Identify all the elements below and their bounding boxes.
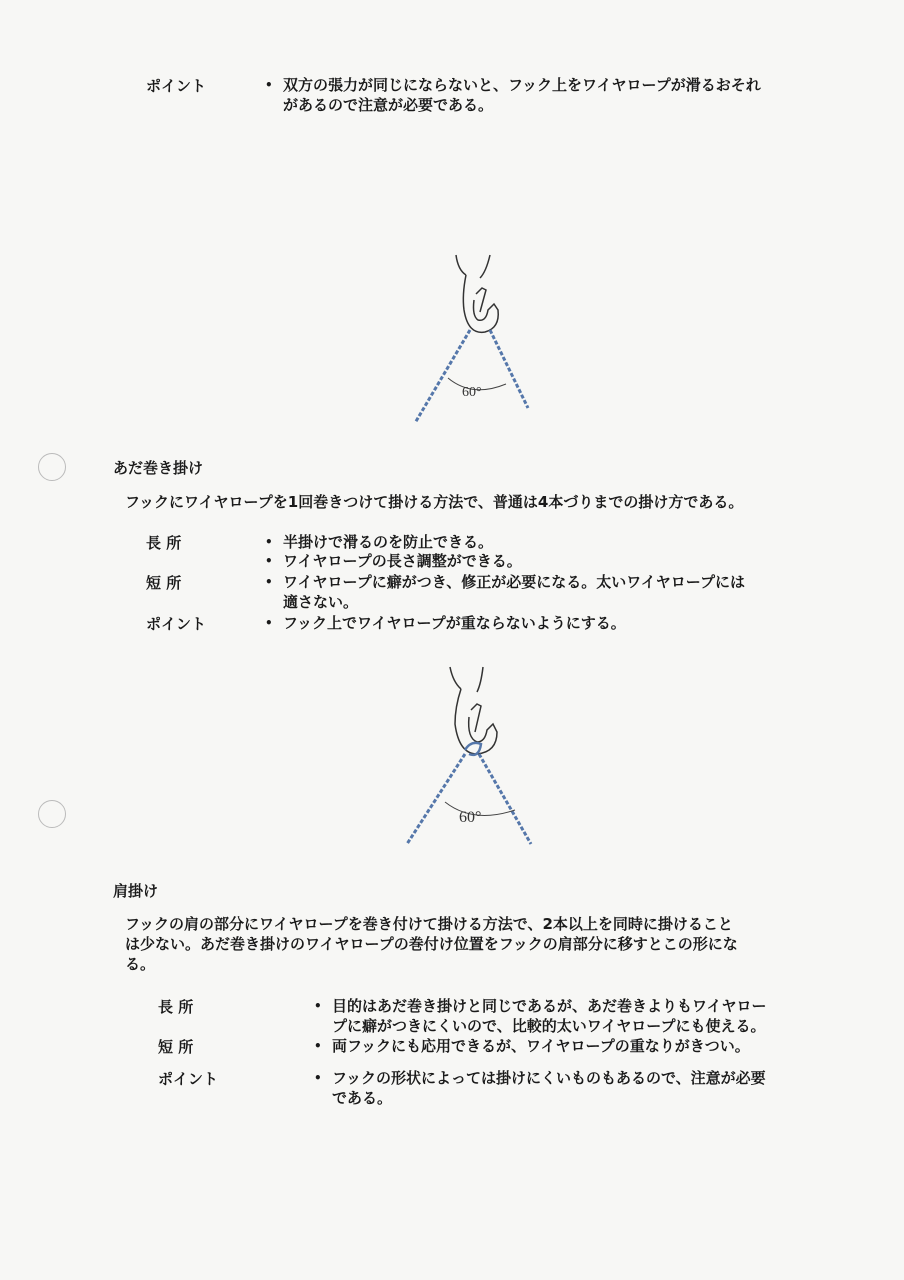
kata-description <box>125 914 825 974</box>
wire-rope-right <box>479 754 531 844</box>
punch-hole-bottom <box>38 800 66 828</box>
text-line: 両フックにも応用できるが、ワイヤロープの重なりがきつい。 <box>332 1037 750 1055</box>
ada-description: フックにワイヤロープを1回巻きつけて掛ける方法で、普通は4本づりまでの掛け方である。 <box>125 493 744 511</box>
kata-heading: 肩掛け <box>113 882 159 900</box>
bullet-dot: • <box>265 535 273 549</box>
bullet-dot: • <box>314 999 322 1013</box>
text-line: る。 <box>125 955 156 973</box>
bullet-dot: • <box>265 616 273 630</box>
text-line: フックの肩の部分にワイヤロープを巻き付けて掛ける方法で、2本以上を同時に掛けること <box>125 915 733 933</box>
kata-merit-label: 長 所 <box>158 998 194 1016</box>
text-line: プに癖がつきにくいので、比較的太いワイヤロープにも使える。 <box>332 1017 766 1035</box>
hook-shank <box>456 255 490 278</box>
bullet-dot: • <box>314 1039 322 1053</box>
kata-demerit-text <box>314 1036 750 1056</box>
hook-body <box>463 275 498 332</box>
text-line: フックの形状によっては掛けにくいものもあるので、注意が必要 <box>332 1069 766 1087</box>
hook-body <box>455 689 497 754</box>
bullet-dot: • <box>265 78 273 92</box>
intro-point-text <box>265 75 843 115</box>
ada-demerit-label: 短 所 <box>146 574 182 592</box>
text-line: 適さない。 <box>283 593 359 611</box>
hook-shank <box>450 667 483 692</box>
text-line: フック上でワイヤロープが重ならないようにする。 <box>283 614 626 632</box>
intro-point-label: ポイント <box>146 77 207 95</box>
text-line: は少ない。あだ巻き掛けのワイヤロープの巻付け位置をフックの肩部分に移すとこの形にな <box>125 935 738 953</box>
wire-rope-right <box>490 330 528 408</box>
bullet-dot: • <box>265 575 273 589</box>
bullet-dot: • <box>314 1071 322 1085</box>
kata-merit-text <box>314 996 832 1036</box>
angle-label: 60° <box>462 385 482 400</box>
kata-demerit-label: 短 所 <box>158 1038 194 1056</box>
text-line: 双方の張力が同じにならないと、フック上をワイヤロープが滑るおそれ <box>283 76 761 94</box>
bullet-dot: • <box>265 554 273 568</box>
angle-label: 60° <box>459 809 482 826</box>
ada-demerit-text <box>265 572 843 612</box>
kata-point-label: ポイント <box>158 1070 219 1088</box>
ada-merit-item-1 <box>265 532 494 552</box>
text-line: ワイヤロープの長さ調整ができる。 <box>283 552 522 570</box>
punch-hole-top <box>38 453 66 481</box>
text-line: があるので注意が必要である。 <box>283 96 494 114</box>
hook-figure-2 <box>395 662 555 852</box>
text-line: 半掛けで滑るのを防止できる。 <box>283 533 494 551</box>
wire-rope-left <box>407 754 465 844</box>
ada-heading: あだ巻き掛け <box>113 459 204 477</box>
hook-latch <box>476 288 486 312</box>
hook-latch <box>471 704 481 732</box>
kata-point-text <box>314 1068 832 1108</box>
text-line: 目的はあだ巻き掛けと同じであるが、あだ巻きよりもワイヤロー <box>332 997 767 1015</box>
text-line: である。 <box>332 1089 393 1107</box>
text-line: ワイヤロープに癖がつき、修正が必要になる。太いワイヤロープには <box>283 573 746 591</box>
ada-merit-item-2 <box>265 551 522 571</box>
hook-figure-1 <box>400 250 550 430</box>
ada-merit-label: 長 所 <box>146 534 182 552</box>
ada-point-text <box>265 613 626 633</box>
wire-rope-left <box>415 330 470 423</box>
ada-point-label: ポイント <box>146 615 207 633</box>
